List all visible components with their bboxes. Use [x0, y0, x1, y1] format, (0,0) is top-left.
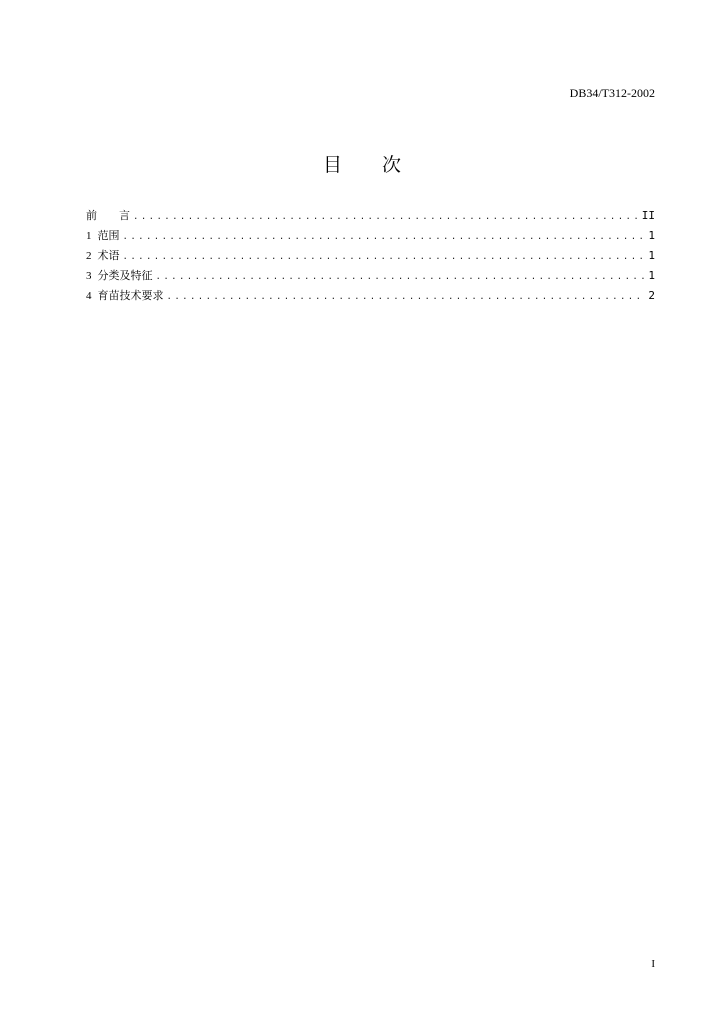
toc-dot-leader — [156, 267, 645, 287]
toc-entry-page: 2 — [648, 289, 655, 302]
standard-code: DB34/T312-2002 — [569, 86, 655, 100]
toc-entry-number: 2 — [86, 250, 92, 262]
toc-entry-terms[interactable] — [86, 246, 655, 266]
toc-entry-number: 1 — [86, 230, 92, 242]
toc-title-char-1: 目 — [322, 154, 342, 176]
toc-entry-label: 分类及特征 — [97, 269, 153, 282]
toc-entry-label: 范围 — [97, 229, 120, 242]
toc-dot-leader — [123, 247, 645, 267]
toc-dot-leader — [167, 287, 645, 307]
toc-entry-page: 1 — [648, 269, 655, 282]
toc-entry-label: 术语 — [97, 249, 120, 262]
toc-entry-number: 3 — [86, 270, 92, 282]
toc-title-char-2: 次 — [382, 154, 402, 176]
toc-title — [0, 150, 724, 177]
toc-dot-leader — [133, 207, 638, 227]
toc-entry-foreword[interactable] — [86, 206, 655, 226]
toc-entry-seedling-requirements[interactable] — [86, 286, 655, 306]
toc-list — [86, 206, 655, 306]
toc-entry-label: 前 言 — [86, 209, 130, 222]
toc-entry-page: 1 — [648, 229, 655, 242]
toc-dot-leader — [123, 227, 645, 247]
page-number: I — [651, 958, 655, 970]
toc-entry-scope[interactable] — [86, 226, 655, 246]
toc-entry-classification[interactable] — [86, 266, 655, 286]
toc-entry-page: II — [641, 209, 655, 222]
toc-entry-number: 4 — [86, 290, 92, 302]
toc-entry-page: 1 — [648, 249, 655, 262]
toc-entry-label: 育苗技术要求 — [97, 289, 164, 302]
